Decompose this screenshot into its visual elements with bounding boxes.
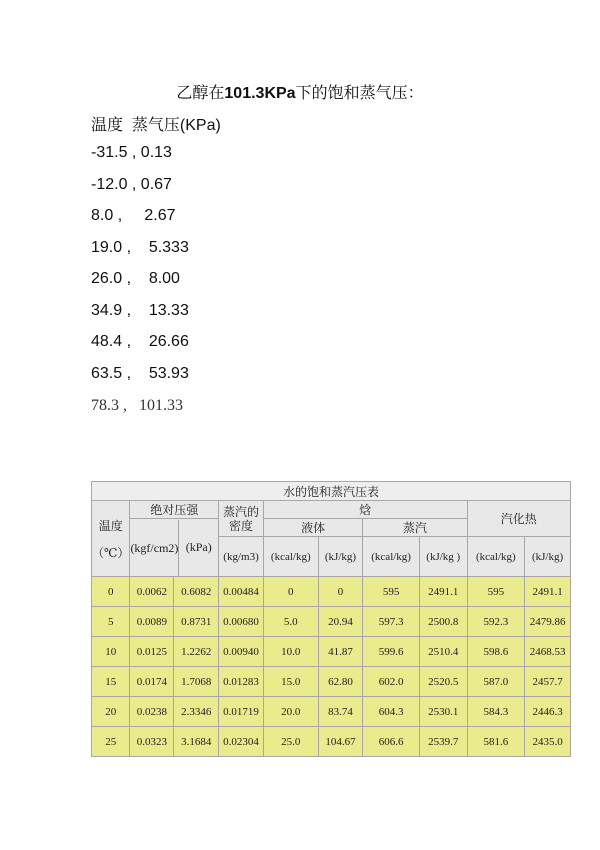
- header-kgf: (kgf/cm2): [130, 520, 178, 576]
- ethanol-row: -31.5 , 0.13: [91, 144, 172, 161]
- table-cell: 595: [363, 577, 420, 607]
- header-pressure-units: [130, 519, 219, 577]
- table-cell: 2510.4: [419, 637, 467, 667]
- table-cell: 83.74: [318, 697, 363, 727]
- table-cell: 2491.1: [525, 577, 571, 607]
- header-liquid-kcal: (kcal/kg): [263, 537, 318, 577]
- table-cell: 0.0125: [130, 637, 174, 667]
- table-cell: 25.0: [263, 727, 318, 757]
- table-cell: 10.0: [263, 637, 318, 667]
- table-cell: 20.94: [318, 607, 363, 637]
- table-cell: 0.0089: [130, 607, 174, 637]
- table-cell: 595: [467, 577, 525, 607]
- header-temp: [92, 501, 130, 577]
- ethanol-row: 34.9 , 13.33: [91, 302, 189, 319]
- header-kpa: (kPa): [179, 520, 218, 576]
- table-row: [92, 697, 571, 727]
- header-latent-kcal: (kcal/kg): [467, 537, 525, 577]
- table-cell: 10: [92, 637, 130, 667]
- table-cell: 104.67: [318, 727, 363, 757]
- table-cell: 2530.1: [419, 697, 467, 727]
- table-cell: 592.3: [467, 607, 525, 637]
- table-cell: 0: [263, 577, 318, 607]
- header-liquid: 液体: [263, 519, 362, 537]
- table-cell: 584.3: [467, 697, 525, 727]
- table-cell: 2520.5: [419, 667, 467, 697]
- table-cell: 20.0: [263, 697, 318, 727]
- title-pressure: 101.3KPa: [224, 85, 296, 102]
- header-enthalpy: 焓: [263, 501, 467, 519]
- header-density: 蒸汽的密度: [219, 501, 264, 537]
- table-row: [92, 727, 571, 757]
- table-cell: 0.00484: [219, 577, 264, 607]
- header-latent-kj: (kJ/kg): [525, 537, 571, 577]
- document-title: [0, 80, 600, 103]
- ethanol-row: 78.3 , 101.33: [91, 397, 183, 414]
- table-cell: 62.80: [318, 667, 363, 697]
- header-abs-pressure: 绝对压强: [130, 501, 219, 519]
- ethanol-row: 8.0 , 2.67: [91, 207, 176, 224]
- table-cell: 0.8731: [174, 607, 219, 637]
- title-prefix: 乙醇在: [176, 85, 225, 102]
- table-cell: 0.01283: [219, 667, 264, 697]
- header-temp-label: 温度: [98, 518, 123, 533]
- header-vapor: 蒸汽: [363, 519, 467, 537]
- table-cell: 3.1684: [174, 727, 219, 757]
- table-cell: 0.0323: [130, 727, 174, 757]
- table-cell: 2500.8: [419, 607, 467, 637]
- table-caption: 水的饱和蒸汽压表: [92, 482, 571, 501]
- table-cell: 1.2262: [174, 637, 219, 667]
- table-cell: 597.3: [363, 607, 420, 637]
- table-cell: 1.7068: [174, 667, 219, 697]
- header-liquid-kj: (kJ/kg): [318, 537, 363, 577]
- table-cell: 0.0238: [130, 697, 174, 727]
- table-row: [92, 637, 571, 667]
- table-cell: 41.87: [318, 637, 363, 667]
- header-latent-heat: 汽化热: [467, 501, 570, 537]
- table-cell: 2468.53: [525, 637, 571, 667]
- table-cell: 2446.3: [525, 697, 571, 727]
- table-cell: 2479.86: [525, 607, 571, 637]
- title-suffix: 下的饱和蒸气压：: [295, 85, 424, 102]
- table-cell: 581.6: [467, 727, 525, 757]
- table-cell: 0.0062: [130, 577, 174, 607]
- steam-table: [91, 481, 571, 757]
- table-cell: 20: [92, 697, 130, 727]
- table-cell: 599.6: [363, 637, 420, 667]
- ethanol-row: 19.0 , 5.333: [91, 239, 189, 256]
- header-vapor-kj: (kJ/kg ): [419, 537, 467, 577]
- ethanol-header: 温度 蒸气压(KPa): [91, 117, 221, 134]
- table-cell: 0.00680: [219, 607, 264, 637]
- ethanol-row: 63.5 , 53.93: [91, 365, 189, 382]
- table-cell: 2539.7: [419, 727, 467, 757]
- table-row: [92, 577, 571, 607]
- table-cell: 0.02304: [219, 727, 264, 757]
- table-cell: 0.01719: [219, 697, 264, 727]
- table-cell: 587.0: [467, 667, 525, 697]
- table-cell: 602.0: [363, 667, 420, 697]
- table-cell: 15: [92, 667, 130, 697]
- table-cell: 598.6: [467, 637, 525, 667]
- header-density-unit: (kg/m3): [219, 537, 264, 577]
- table-cell: 15.0: [263, 667, 318, 697]
- header-temp-unit: （℃）: [92, 545, 130, 560]
- table-cell: 0.0174: [130, 667, 174, 697]
- table-cell: 0.6082: [174, 577, 219, 607]
- table-cell: 2.3346: [174, 697, 219, 727]
- ethanol-row: 26.0 , 8.00: [91, 270, 180, 287]
- table-row: [92, 667, 571, 697]
- table-cell: 2457.7: [525, 667, 571, 697]
- table-cell: 0.00940: [219, 637, 264, 667]
- table-cell: 5: [92, 607, 130, 637]
- ethanol-row: 48.4 , 26.66: [91, 333, 189, 350]
- table-cell: 2435.0: [525, 727, 571, 757]
- table-cell: 2491.1: [419, 577, 467, 607]
- steam-table-body: [92, 577, 571, 757]
- table-cell: 0: [318, 577, 363, 607]
- table-cell: 0: [92, 577, 130, 607]
- table-row: [92, 607, 571, 637]
- table-cell: 604.3: [363, 697, 420, 727]
- table-cell: 25: [92, 727, 130, 757]
- table-cell: 5.0: [263, 607, 318, 637]
- header-vapor-kcal: (kcal/kg): [363, 537, 420, 577]
- table-cell: 606.6: [363, 727, 420, 757]
- ethanol-row: -12.0 , 0.67: [91, 176, 172, 193]
